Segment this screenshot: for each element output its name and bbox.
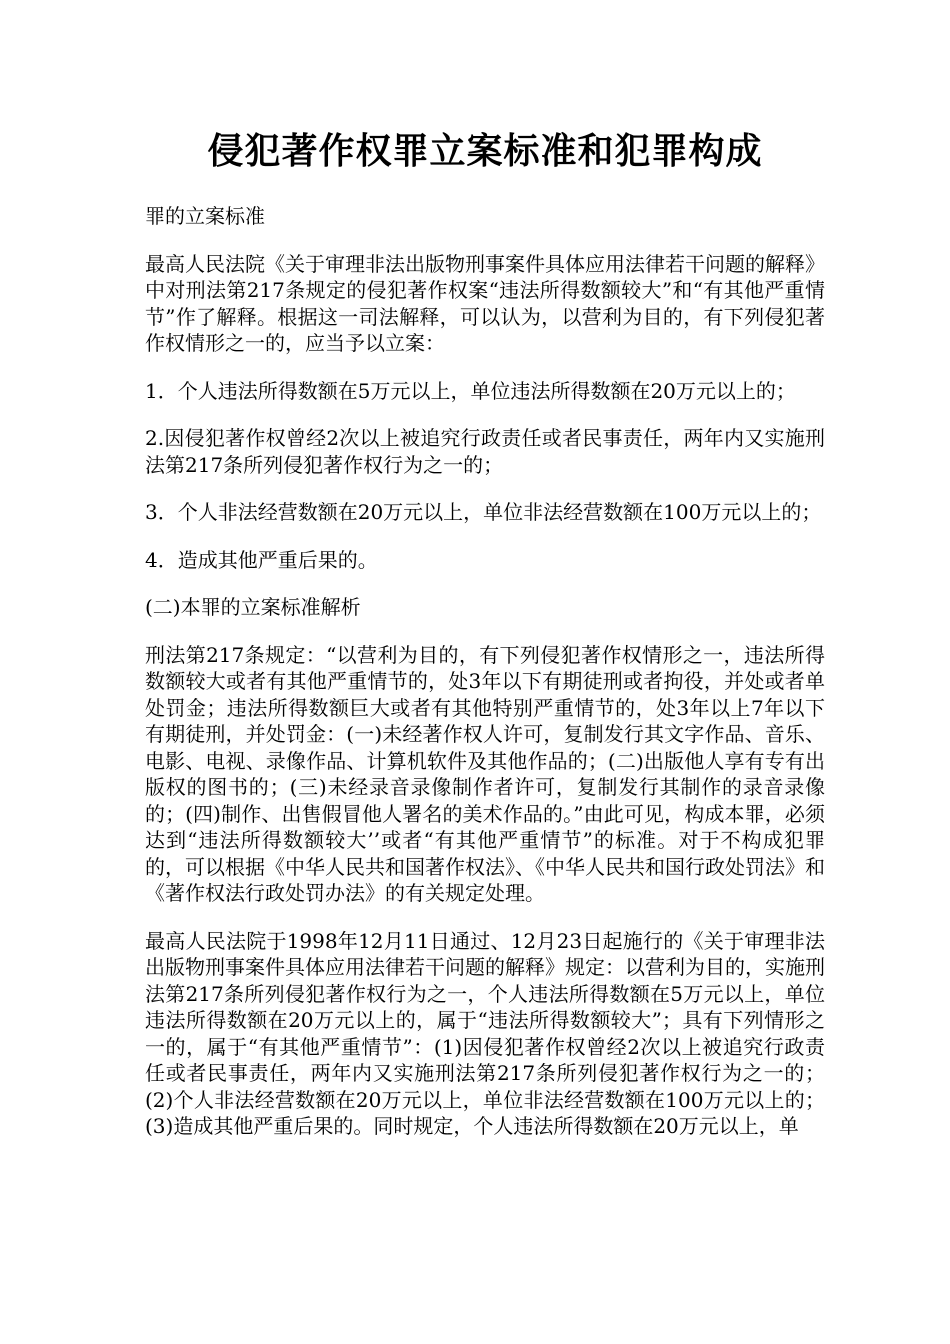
- document-page: [145, 0, 825, 1140]
- section-heading-analysis: (二)本罪的立案标准解析: [145, 595, 361, 619]
- paragraph-intro: 最高人民法院《关于审理非法出版物刑事案件具体应用法律若干问题的解释》中对刑法第217条规定的侵犯著作权案“违法所得数额较大”和“有其他严重情节”作了解释。根据这一司法解释，可以认为，以营利为目的，有下列侵犯著作权情形之一的，应当予以立案：: [145, 251, 825, 355]
- list-item-3: 3．个人非法经营数额在20万元以上，单位非法经营数额在100万元以上的；: [145, 500, 822, 524]
- document-title: 侵犯著作权罪立案标准和犯罪构成: [207, 130, 763, 172]
- list-item-1: 1．个人违法所得数额在5万元以上，单位违法所得数额在20万元以上的；: [145, 378, 796, 403]
- list-item-4: 4．造成其他严重后果的。: [145, 547, 378, 572]
- paragraph-supreme-court-interpretation: 最高人民法院于1998年12月11日通过、12月23日起施行的《关于审理非法出版物刑事案件具体应用法律若干问题的解释》规定：以营利为目的，实施刑法第217条所列侵犯著作权行为之一，个人违法所得数额在5万元以上，单位违法所得数额在20万元以上的，属于“违法所得数额较大”；具有下列情形之一的，属于“有其他严重情节”：(1)因侵犯著作权曾经2次以上被追究行政责任或者民事责任，两年内又实施刑法第217条所列侵犯著作权行为之一的；(2)个人非法经营数额在20万元以上，单位非法经营数额在100万元以上的；(3)造成其他严重后果的。同时规定，个人违法所得数额在20万元以上，单: [145, 928, 825, 1138]
- paragraph-article-217: 刑法第217条规定：“以营利为目的，有下列侵犯著作权情形之一，违法所得数额较大或者有其他严重情节的，处3年以下有期徒刑或者拘役，并处或者单处罚金；违法所得数额巨大或者有其他特别严重情节的，处3年以上7年以下有期徒刑，并处罚金：(一)未经著作权人许可，复制发行其文字作品、音乐、电影、电视、录像作品、计算机软件及其他作品的；(二)出版他人享有专有出版权的图书的；(三)未经录音录像制作者许可，复制发行其制作的录音录像的；(四)制作、出售假冒他人署名的美术作品的。”由此可见，构成本罪，必须达到“违法所得数额较大’’或者“有其他严重情节”的标准。对于不构成犯罪的，可以根据《中华人民共和国著作权法》、《中华人民共和国行政处罚法》和《著作权法行政处罚办法》的有关规定处理。: [145, 642, 825, 905]
- section-heading-filing-standard: 罪的立案标准: [145, 204, 265, 228]
- list-item-2: 2.因侵犯著作权曾经2次以上被追究行政责任或者民事责任，两年内又实施刑法第217条所列侵犯著作权行为之一的；: [145, 426, 825, 477]
